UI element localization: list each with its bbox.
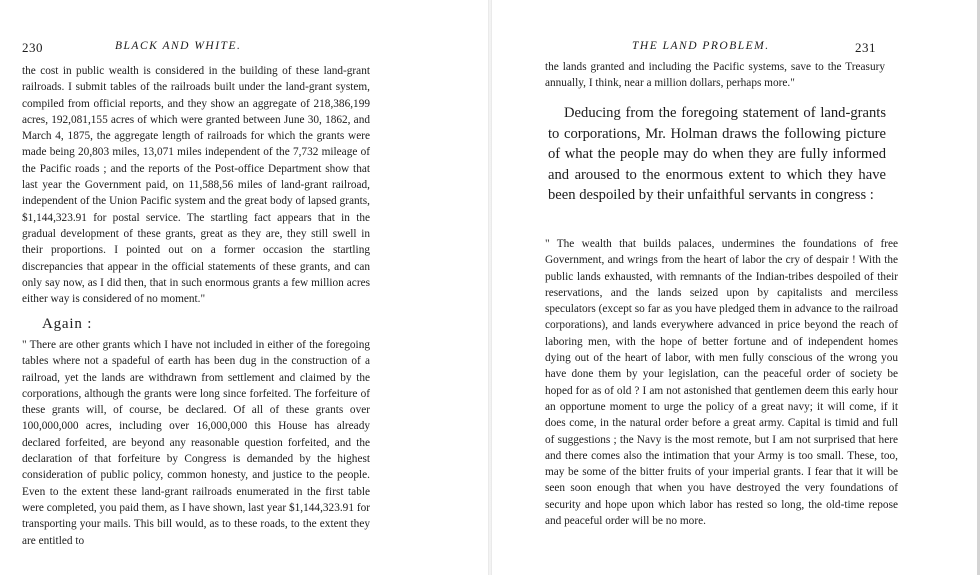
right-page bbox=[490, 0, 980, 575]
paragraph-1: the cost in public wealth is considered in the building of these land-grant railroads. I submit tables of the railroads built under the land-grant system, compiled from official reports, and they show an aggregate of 218,386,199 acres, 192,081,155 acres of which were granted between June 30, 1862, and March 4, 1875, the aggregate length of railroads for which the grants were made being 20,803 miles, 13,071 miles independent of the 7,732 mileage of the Pacific roads ; and the reports of the Post-office Department show that last year the Government paid, on 11,588,56 miles of land-grant railroad, independent of the Union Pacific system and the great body of lapsed grants, $1,144,323.91 for postal service. The startling fact appears that in the gradual development of these grants, great as they are, they still swell in their proportions. I pointed out on a former occasion the startling discrepancies that appear in the official statements of these grants, and can only say now, as I did then, that in such enormous grants a few million acres either way is considered of no moment." bbox=[22, 65, 370, 306]
page-number: 231 bbox=[855, 40, 876, 55]
paragraph-1: the lands granted and including the Pacific systems, save to the Treasury annually, I think, near a million dollars, perhaps more." bbox=[545, 61, 885, 90]
section-heading-again: Again : bbox=[42, 316, 93, 332]
paragraph-2: " There are other grants which I have not included in either of the foregoing tables where not a spadeful of earth has been dug in the construction of a railroad, yet the lands are withdrawn from settlement and claimed by the corporations, although the grants were long since forfeited. The forfeiture of these grants will, of course, be declared. Of all of these grants over 100,000,000 acres, including over 16,000,000 this House has already declared forfeited, are beyond any reasonable question forfeited, and the declaration of that forfeiture by Congress is demanded by the highest consideration of public policy, common honesty, and justice to the people. Even to the extent these land-grant railroads enumerated in the first table were completed, you paid them, as I have shown, last year $1,144,323.91 for transporting your mails. This bill would, as to these roads, to the extent they are entitled to bbox=[22, 339, 370, 547]
paragraph-3: " The wealth that builds palaces, undermines the foundations of free Government, and wrings from the heart of labor the cry of despair ! With the public lands exhausted, with remnants of the Indian-tribes despoiled of their reservations, and the lands seized upon by capitalists and merciless speculators (except so far as you have pledged them in advance to the railroad corporations), and lands everywhere advanced in price beyond the reach of laboring men, with the hope of better fortune and of independent homes dying out of the heart of labor, with men fully conscious of the wrong you have done them by your legislation, can the peaceful order of society be hoped for as of old ? I am not astonished that gentlemen deem this early hour an opportune moment to urge the policy of a great navy; it will come, if it does come, in the natural order before a great army. Capital is timid and full of suggestions ; the Navy is the most remote, but I am not surprised that here and there comes also the intimation that your Army is too small. These, too, may be some of the bitter fruits of your imperial grants. I fear that it will be seen soon enough that when you have destroyed the very foundations of security and hope upon which labor has rested so long, the old-time repose and peaceful order will be no more. bbox=[545, 238, 898, 528]
page-number: 230 bbox=[22, 40, 43, 55]
running-head: BLACK AND WHITE. bbox=[115, 40, 242, 52]
running-head: THE LAND PROBLEM. bbox=[632, 40, 770, 52]
paragraph-2: Deducing from the foregoing statement of land-grants to corporations, Mr. Holman draws the following picture of what the people may do when they are fully informed and aroused to the enormous extent to which they have been despoiled by their unfaithful servants in congress : bbox=[548, 105, 886, 204]
